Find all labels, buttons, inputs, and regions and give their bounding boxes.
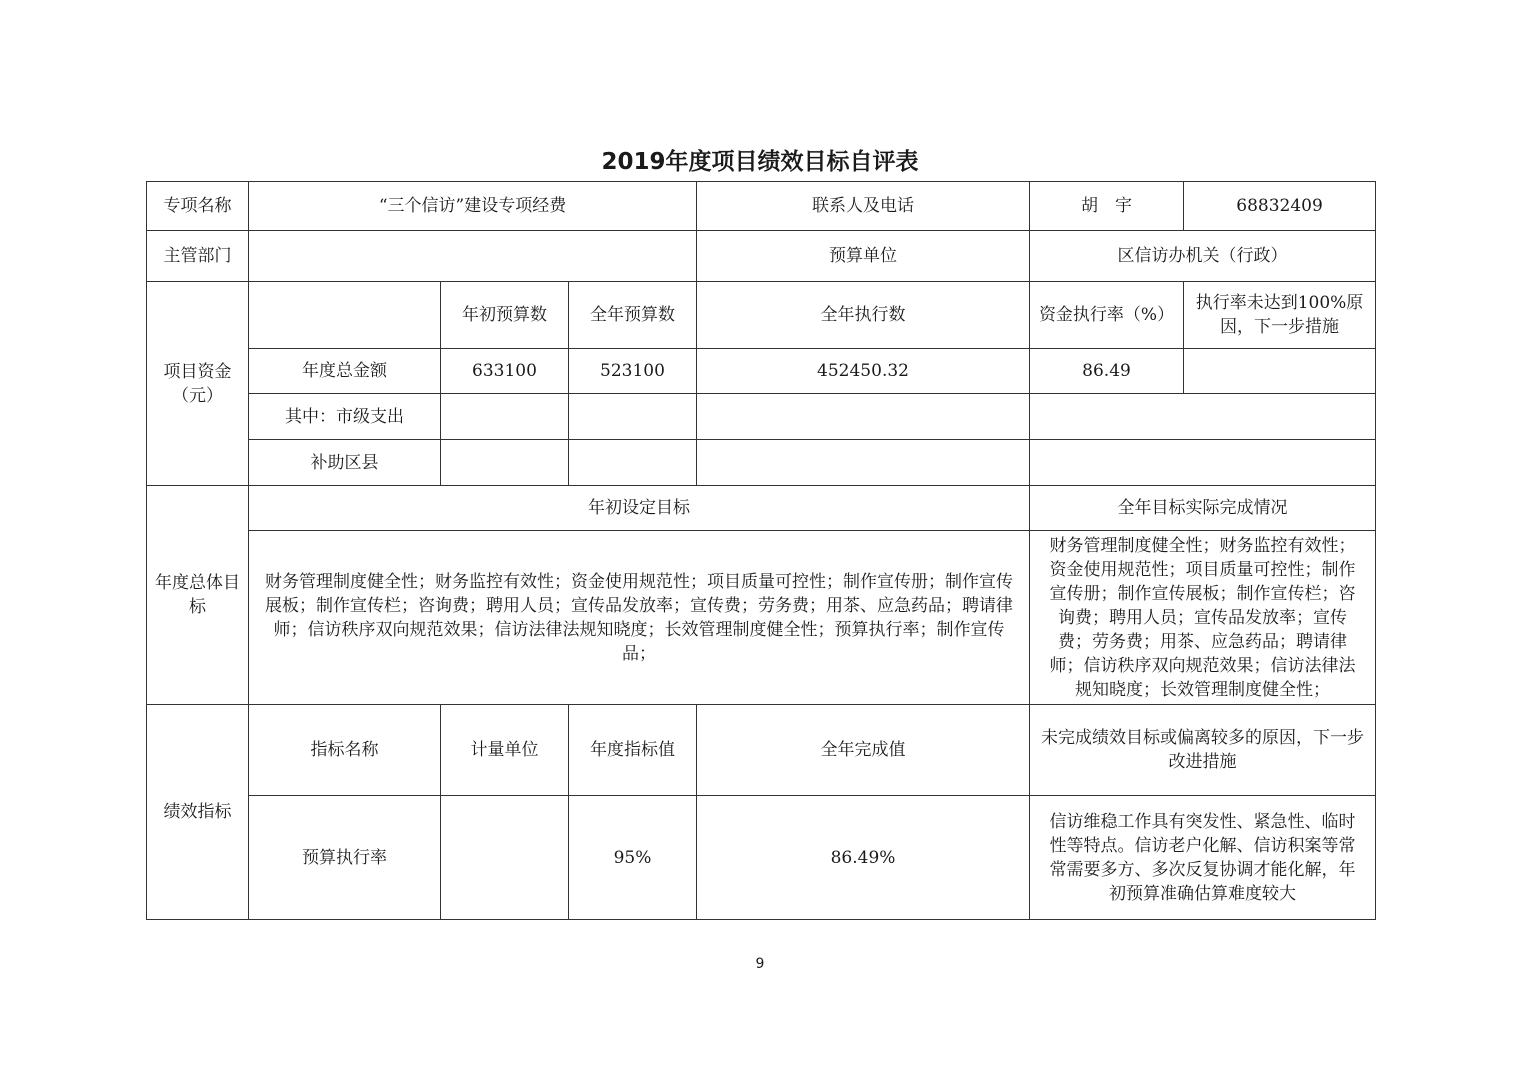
indicator-actual: 86.49%	[697, 796, 1030, 920]
funds-row	[147, 440, 1376, 486]
goals-initial-header: 年初设定目标	[249, 486, 1030, 531]
funds-row-initial	[441, 440, 569, 486]
indicator-header-actual: 全年完成值	[697, 705, 1030, 796]
goals-text-row	[147, 531, 1376, 705]
funds-row-executed: 452450.32	[697, 349, 1030, 394]
project-name-row	[147, 182, 1376, 231]
evaluation-table	[146, 181, 1376, 920]
funds-row-rate: 86.49	[1030, 349, 1184, 394]
funds-header-initial: 年初预算数	[441, 282, 569, 349]
budget-unit-value: 区信访办机关（行政）	[1030, 231, 1376, 282]
funds-row	[147, 349, 1376, 394]
indicator-header-reason: 未完成绩效目标或偏离较多的原因，下一步改进措施	[1030, 705, 1376, 796]
funds-header-annual: 全年预算数	[569, 282, 697, 349]
funds-header-blank	[249, 282, 441, 349]
indicator-header-target: 年度指标值	[569, 705, 697, 796]
indicator-header-name: 指标名称	[249, 705, 441, 796]
project-name-label: 专项名称	[147, 182, 249, 231]
indicator-row	[147, 796, 1376, 920]
funds-row-rate	[1030, 440, 1376, 486]
indicator-name: 预算执行率	[249, 796, 441, 920]
funds-header-rate: 资金执行率（%）	[1030, 282, 1184, 349]
indicators-header-row	[147, 705, 1376, 796]
dept-label: 主管部门	[147, 231, 249, 282]
contact-phone: 68832409	[1184, 182, 1376, 231]
goals-label: 年度总体目标	[147, 486, 249, 705]
funds-row-label: 补助区县	[249, 440, 441, 486]
page-number: 9	[755, 956, 765, 972]
indicator-header-unit: 计量单位	[441, 705, 569, 796]
goals-actual-header: 全年目标实际完成情况	[1030, 486, 1376, 531]
funds-label: 项目资金（元）	[147, 282, 249, 486]
indicator-reason: 信访维稳工作具有突发性、紧急性、临时性等特点。信访老户化解、信访积案等常常需要多方、多次反复协调才能化解，年初预算准确估算难度较大	[1030, 796, 1376, 920]
budget-unit-label: 预算单位	[697, 231, 1030, 282]
funds-header-executed: 全年执行数	[697, 282, 1030, 349]
funds-row-rate	[1030, 394, 1376, 440]
goals-initial-text: 财务管理制度健全性；财务监控有效性；资金使用规范性；项目质量可控性；制作宣传册；制作宣传展板；制作宣传栏；咨询费；聘用人员；宣传品发放率；宣传费；劳务费；用茶、应急药品；聘请律师；信访秩序双向规范效果；信访法律法规知晓度；长效管理制度健全性；预算执行率；制作宣传品；	[249, 531, 1030, 705]
funds-row-initial: 633100	[441, 349, 569, 394]
funds-row-label: 年度总金额	[249, 349, 441, 394]
goals-header-row	[147, 486, 1376, 531]
indicator-unit	[441, 796, 569, 920]
indicator-target: 95%	[569, 796, 697, 920]
dept-row	[147, 231, 1376, 282]
contact-label: 联系人及电话	[697, 182, 1030, 231]
funds-row-executed	[697, 394, 1030, 440]
funds-header-row	[147, 282, 1376, 349]
funds-row-annual	[569, 440, 697, 486]
funds-row-annual	[569, 394, 697, 440]
funds-row	[147, 394, 1376, 440]
project-name-value: “三个信访”建设专项经费	[249, 182, 697, 231]
indicators-label: 绩效指标	[147, 705, 249, 920]
funds-row-annual: 523100	[569, 349, 697, 394]
funds-row-label: 其中：市级支出	[249, 394, 441, 440]
funds-row-reason	[1184, 349, 1376, 394]
dept-value	[249, 231, 697, 282]
funds-header-reason: 执行率未达到100%原因，下一步措施	[1184, 282, 1376, 349]
funds-row-initial	[441, 394, 569, 440]
funds-row-executed	[697, 440, 1030, 486]
contact-name: 胡 宇	[1030, 182, 1184, 231]
goals-actual-text: 财务管理制度健全性；财务监控有效性；资金使用规范性；项目质量可控性；制作宣传册；制作宣传展板；制作宣传栏；咨询费；聘用人员；宣传品发放率；宣传费；劳务费；用茶、应急药品；聘请律师；信访秩序双向规范效果；信访法律法规知晓度；长效管理制度健全性；	[1030, 531, 1376, 705]
page-title: 2019年度项目绩效目标自评表	[601, 149, 919, 175]
